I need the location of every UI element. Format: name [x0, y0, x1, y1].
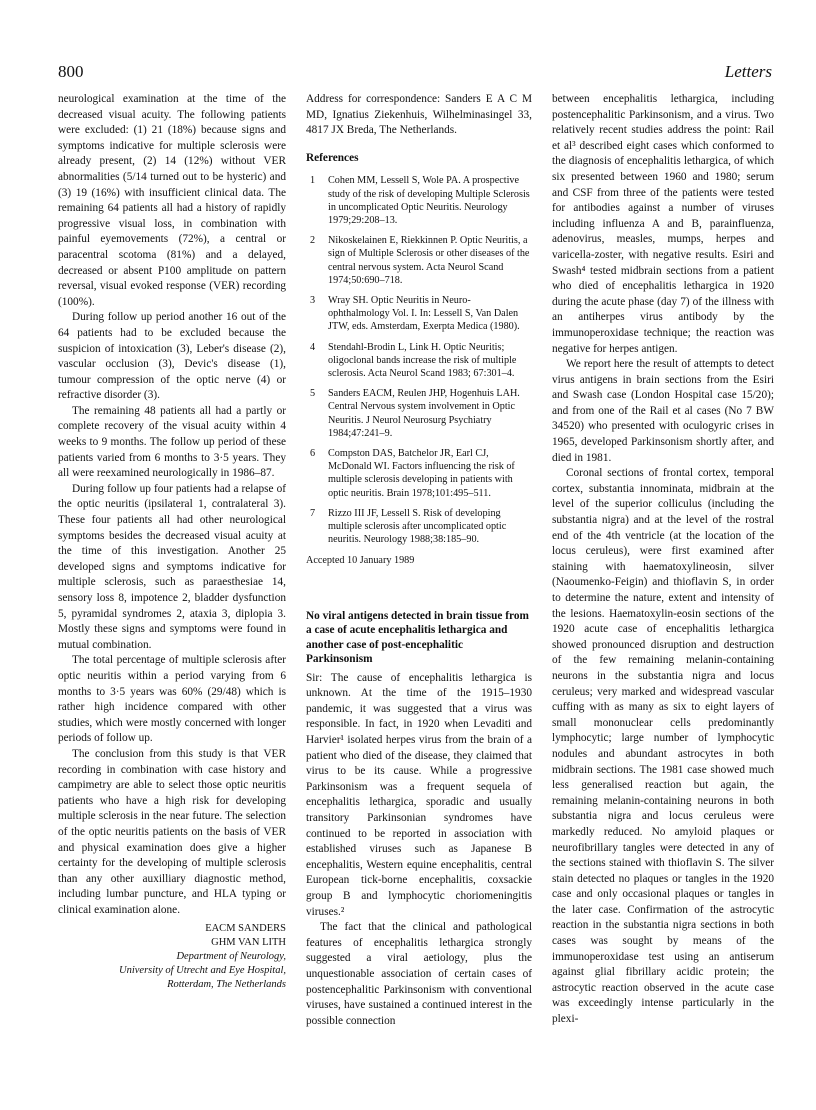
paragraph: neurological examination at the time of the decreased visual acuity. The following patients were excluded: (1) 21 (18%) because signs and symptoms indicative for multiple sclerosis were already present, (2) 14 (12%) without VER abnormalities (5/14 turned out to be hysteric) and (3) 19 (16%) with insufficient clinical data. The remaining 64 patients all had a history of rapidly progressive visual loss, in combination with painful eyemovements (72%), a central or paracentral scotoma (81%) and a delayed, decreased or absent P100 amplitude on pattern reversal, visual evoked response (VER) recording (100%).	[58, 93, 286, 308]
paragraph: The fact that the clinical and pathological features of encephalitis lethargica strongly suggested a viral aetiology, plus the unquestionable association of certain cases of postencephalitic Parkinsonism with conventional viruses, have sustained a continued interest in the possible connection	[306, 921, 532, 1027]
section-title: Letters	[724, 62, 772, 81]
affiliation-line: University of Utrecht and Eye Hospital,	[119, 965, 286, 977]
paragraph: During follow up period another 16 out of the 64 patients had to be excluded because the suspicion of intoxication (3), Leber's disease (2), vascular occlusion (3), Devic's disease (1), tumour compression of the optic nerve (4) or refractive disorder (3).	[58, 311, 286, 402]
paragraph: between encephalitis lethargica, including postencephalitic Parkinsonism, and a virus. Two relatively recent studies address the point: Rail et al³ described eight cases which conformed to the diagnosis of encephalitis lethargica, of which six presented between 1960 and 1980; serum and CSF from three of the patients were tested for antibodies against a number of viruses including influenza A and B, parainfluenza, adenovirus, measles, mumps, herpes and varicella-zoster, with negative results. Esiri and Swash⁴ tested midbrain sections from a patient who died of encephalitis lethargica in 1920 during the acute phase (day 7) of the illness with an antiherpes virus antibody by the immunoperoxidase technique; the reaction was negative for herpes antigen.	[552, 93, 774, 355]
reference-item: 3 Wray SH. Optic Neuritis in Neuro-ophthalmology Vol. I. In: Lessell S, Van Dalen JTW, eds. Amsterdam, Exerpta Medica (1980).	[310, 295, 520, 333]
salutation: Sir:	[306, 671, 323, 684]
reference-item: 6 Compston DAS, Batchelor JR, Earl CJ, McDonald WI. Factors influencing the risk of multiple sclerosis developing in patients with optic neuritis. Brain 1978;101:495–511.	[310, 448, 515, 499]
affiliation-line: Rotterdam, The Netherlands	[167, 979, 286, 991]
accepted-date: Accepted 10 January 1989	[306, 555, 415, 567]
author-signature	[58, 922, 286, 992]
paragraph: Sir: The cause of encephalitis lethargica is unknown. At the time of the 1915–1930 pandemic, it was suggested that a virus was responsible. In fact, in 1920 when Levaditi and Harvier¹ isolated herpes virus from the brain of a patient who died of the disease, they claimed that virus to be its cause. While a progressive Parkinsonism was a frequent sequela of encephalitis lethargica, sporadic and usually transitory Parkinsonian syndromes have continued to be reported in association with established viruses such as Japanese B encephalitis, Western equine encephalitis, central European tick-borne encephalitis, coxsackie group B and lymphocytic choriomeningitis viruses.²	[306, 671, 532, 918]
correspondence-address: Address for correspondence: Sanders E A C M MD, Ignatius Ziekenhuis, Wilhelminasingel 33, 4817 JX Breda, The Netherlands.	[306, 93, 532, 137]
reference-item: 7 Rizzo III JF, Lessell S. Risk of developing multiple sclerosis after uncomplicated optic neuritis. Neurology 1988;38:185–90.	[310, 507, 507, 546]
reference-item: 2 Nikoskelainen E, Riekkinnen P. Optic Neuritis, a sign of Multiple Sclerosis or other diseases of the central nervous system. Acta Neurol Scand 1974;50:690–718.	[310, 235, 530, 286]
paragraph: The remaining 48 patients all had a partly or complete recovery of the visual acuity within 4 weeks to 9 months. The follow up period of these patients varied from 6 months to 3·5 years. They all were reexamined neurologically in 1986–87.	[58, 404, 286, 480]
affiliation-line: Department of Neurology,	[176, 951, 286, 963]
reference-item: 5 Sanders EACM, Reulen JHP, Hogenhuis LAH. Central Nervous system involvement in Optic Neuritis. J Neurol Neurosurg Psychiatry 1984;47:241–9.	[310, 388, 520, 439]
reference-list	[306, 174, 532, 546]
article-title: No viral antigens detected in brain tissue from a case of acute encephalitis lethargica and another case of post-encephalitic Parkinsonism	[306, 610, 529, 666]
column-2	[306, 92, 532, 1029]
column-1	[58, 92, 286, 992]
reference-item: 4 Stendahl-Brodin L, Link H. Optic Neuritis; oligoclonal bands increase the risk of multiple sclerosis. Acta Neurol Scand 1983; 67:301–4.	[310, 341, 517, 380]
column-3	[552, 92, 774, 1028]
author-name: GHM VAN LITH	[211, 937, 286, 949]
author-name: EACM SANDERS	[205, 923, 286, 935]
paragraph: Coronal sections of frontal cortex, temporal cortex, substantia innominata, midbrain at the level of the superior colliculus (including the substantia nigra) and at the level of the rostral end of the 4th ventricle (at the location of the locus ceruleus), were first examined after staining with haematoxylineosin, silver (Naoumenko-Feigin) and thioflavin S, in order to determine the nature, extent and intensity of the lesions. Haematoxylin-eosin sections of the 1920 acute case of encephalitis lethargica showed pronounced disruption and destruction of the few remaining melanin-containing neurons in the substantia nigra and locus ceruleus; very marked and widespread vascular cuffing with as many as six to eight layers of small mononuclear cells predominantly lymphocytic; large number of lymphocytic nodules and abundant astrocytes in both midbrain sections. The 1981 case showed much less generalised reaction but again, the remaining melanin-containing neurons in both substantia nigra and locus ceruleus were markedly reduced. No amyloid plaques or neurofibrillary tangles were detected in any of the sections stained with thioflavin S. The silver stain detected no plaques or tangles in the 1920 case and only occasional plaques or tangles in the later case. Confirmation of the astrocytic reaction in the substantia nigra sections in both cases was sought by means of the immunoperoxidase test using an antiserum against glial fibrillary acidic protein; the astrocytic reaction observed in the acute case was exceedingly intense particularly in the plexi-	[552, 467, 774, 1026]
references-heading: References	[306, 151, 359, 164]
paragraph: During follow up four patients had a relapse of the optic neuritis (ipsilateral 1, contralateral 3). These four patients all had other neurological symptoms besides the decreased visual acuity at the time of this investigation. Another 25 developed signs and symptoms indicative for multiple sclerosis, such as paraesthesiae 14, sensory loss 8, impotence 2, bladder dysfunction 5, pyramidal syndromes 2, ataxia 3, diplopia 3. Mostly these signs and symptoms were found in mutual combination.	[58, 482, 286, 651]
page-number: 800	[58, 62, 84, 81]
paragraph: We report here the result of attempts to detect virus antigens in brain sections from the Esiri and Swash case (London Hospital case 15/20); and from one of the Rail et al cases (No 7 BW 34520) who presented with oculogyric crises in 1965, developed Parkinsonism shortly after, and died in 1981.	[552, 358, 774, 464]
paragraph: The total percentage of multiple sclerosis after optic neuritis within a period varying from 6 months to 3·5 years was 60% (29/48) which is rather high incidence compared with other studies, which were mostly concerned with longer periods of follow up.	[58, 654, 286, 745]
reference-item: 1 Cohen MM, Lessell S, Wole PA. A prospective study of the risk of developing Multiple Sclerosis in uncomplicated Optic Neuritis. Neurology 1979;29:208–13.	[310, 175, 530, 226]
paragraph: The conclusion from this study is that VER recording in combination with case history and campimetry are able to select those optic neuritis patients who have a high risk for developing multiple sclerosis in the near future. The selection of the optic neuritis patients on the basis of VER and physical examination does give a higher certainty for the developing of multiple sclerosis than any other auxilliary diagnostic method, including lumbar puncture, and HLA typing or clinical examination alone.	[58, 747, 286, 916]
